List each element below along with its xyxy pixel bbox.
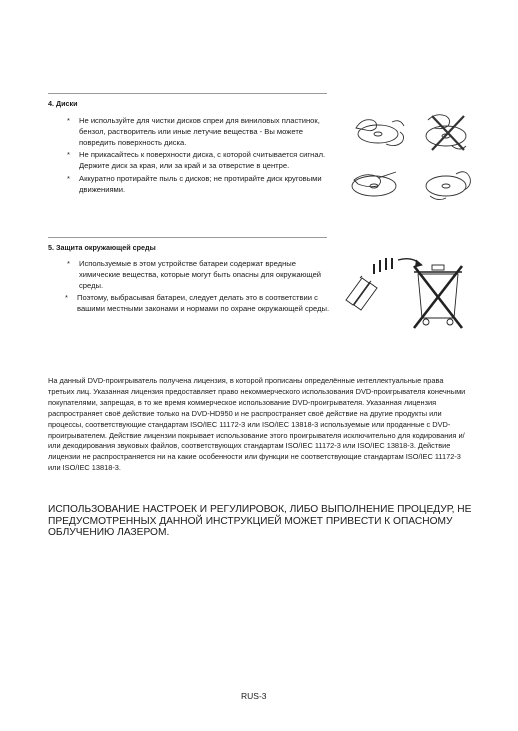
bullet-star: * (67, 150, 70, 160)
bullet-text: Используемые в этом устройстве батареи содержат вредные химические вещества, которые могут быть опасны для окружающей среды. (79, 259, 322, 290)
hand-with-disc-icon (426, 172, 470, 200)
discs-bullet-list (67, 116, 339, 198)
bullet-text: Не используйте для чистки дисков спреи для виниловых пластинок, бензол, растворитель или иные летучие вещества - Вы можете повредить поверхность диска. (79, 116, 320, 147)
bullet-star: * (65, 293, 68, 303)
section-title-environment: 5. Защита окружающей среды (48, 243, 156, 252)
license-paragraph: На данный DVD-проигрыватель получена лицензия, в которой прописаны определённые интеллектуальные права третьих лиц. Указанная лицензия предоставляет право некоммерческого использования DVD-проигрывателя конечными покупателями, запрещая, в то же время коммерческое использование DVD-проигрывателя. Указанная лицензия распространяет своё действие только на DVD-HD950 и не распространяет своё действие на другие продукты или процессы, соответствующие стандартам ISO/IEC 11172-3 или ISO/IEC 13818-3 используемые или проданные с DVD-проигрывателем. Действие лицензии покрывает использование этого проигрывателя исключительно для кодирования и/или декодирования звуковых файлов, соответствующих стандартам ISO/IEC 11172-3 или ISO/IEC 13818-3. Действие лицензии не распространяется ни на какие особенности или функции не соответствующие стандартам ISO/IEC 11172-3 или ISO/IEC 13818-3. (48, 376, 466, 473)
hand-holding-disc-icon (356, 120, 404, 146)
page-number: RUS-3 (241, 691, 267, 701)
bullet-star: * (67, 116, 70, 125)
bullet-text: Поэтому, выбрасывая батареи, следует делать это в соответствии с вашими местными законами и нормами по охране окружающей среды. (77, 293, 330, 314)
bullet-star: * (67, 259, 70, 268)
list-item (67, 116, 339, 148)
bullet-star: * (67, 173, 70, 183)
list-item (67, 174, 339, 196)
section-title-discs: 4. Диски (48, 99, 78, 108)
touching-disc-surface-crossed-icon (426, 115, 466, 150)
list-item (67, 150, 339, 172)
section-divider-environment (48, 237, 327, 238)
disc-handling-illustration (348, 110, 473, 210)
bullet-text: Аккуратно протирайте пыль с дисков; не протирайте диск круговыми движениями. (79, 173, 322, 194)
section-divider-discs (48, 93, 327, 94)
list-item (65, 293, 335, 315)
batteries-icon (346, 276, 377, 310)
battery-disposal-illustration (340, 250, 470, 332)
laser-warning: ИСПОЛЬЗОВАНИЕ НАСТРОЕК И РЕГУЛИРОВОК, ЛИБО ВЫПОЛНЕНИЕ ПРОЦЕДУР, НЕ ПРЕДУСМОТРЕННЫХ ДАННОЙ ИНСТРУКЦИЕЙ МОЖЕТ ПРИВЕСТИ К ОПАСНОМУ ОБЛУЧЕНИЮ ЛАЗЕРОМ. (48, 504, 472, 539)
environment-bullet-list (67, 259, 335, 317)
list-item (67, 259, 335, 291)
wiping-disc-icon (352, 172, 396, 196)
bullet-text: Не прикасайтесь к поверхности диска, с которой считывается сигнал. Держите диск за края, или за край и за отверстие в центре. (79, 150, 326, 171)
crossed-out-wheelie-bin-icon (414, 265, 462, 328)
